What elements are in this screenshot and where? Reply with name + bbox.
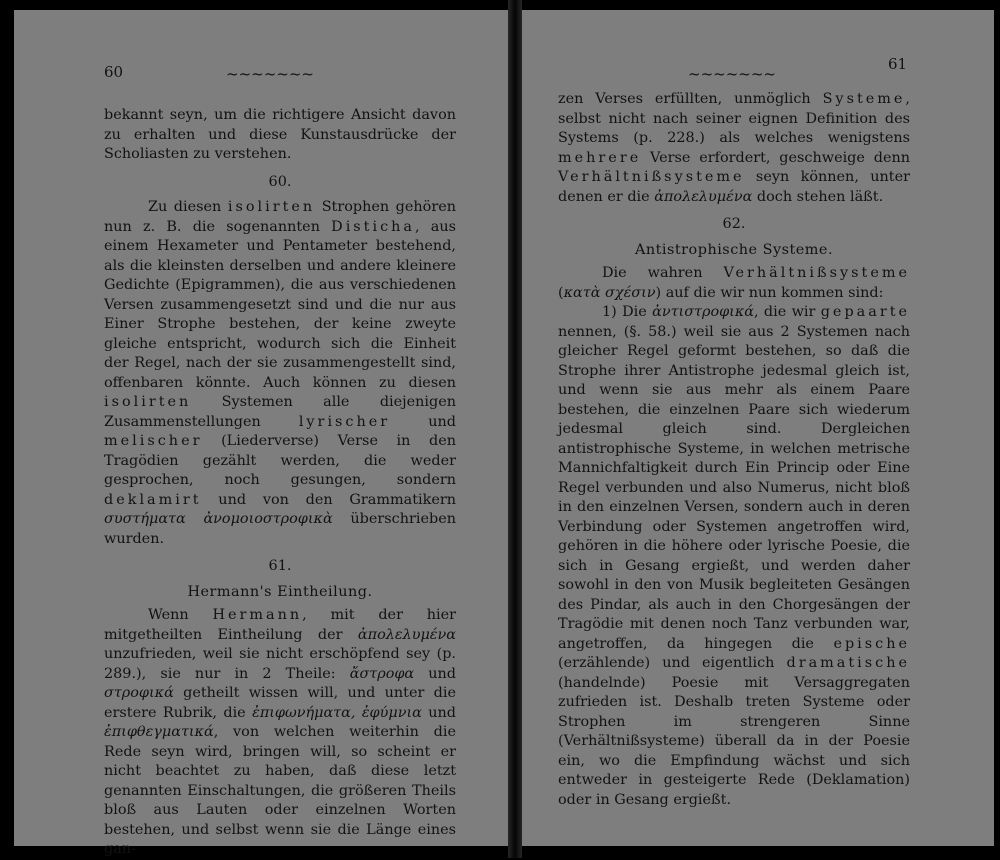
right-header-ornament: ~~~~~~~ [688,65,776,83]
right-carry-paragraph: zen Verses erfüllten, unmöglich Systeme, selbst nicht nach seiner eignen Definition des Systems (p. 228.) als welches wenigstens mehrere Verse erfordert, geschweige denn Verhältnißsysteme seyn können, unter denen er die ἀπολελυμένα doch stehen läßt. [558,91,910,205]
section-62-paragraph-2: 1) Die ἀντιστροφικά, die wir gepaarte nennen, (§. 58.) weil sie aus 2 Systemen nach gleicher Regel geformt bestehen, so daß die Strophe ihrer Antistrophe jedesmal gleich ist, und wenn sie aus mehr als einem Paare bestehen, die einzelnen Paare sich wiederum jedesmal gleich sind. Dergleichen antistrophische Systeme, in welchen metrische Mannichfaltigkeit durch Ein Princip oder Eine Regel verbunden und also Numerus, nicht bloß in den einzelnen Versen, sondern auch in deren Verbindung oder Systemen angetroffen wird, gehören in die höhere oder lyrische Poesie, die sich in Gesang ergießt, und werden daher sowohl in den von Musik begleiteten Gesängen des Pindar, als auch in den Chorgesängen der Tragödie mit denen noch Tanz verbunden war, angetroffen, da hingegen die epische (erzählende) und eigentlich dramatische (handelnde) Poesie mit Versaggregaten zufrieden ist. Deshalb treten Systeme oder Strophen im strengeren Sinne (Verhältnißsysteme) überall da in der Poesie ein, wo die Empfindung wächst und sich entweder in gesteigerte Rede (Deklamation) oder in Gesang ergießt. [558,304,910,808]
left-carry-paragraph: bekannt seyn, um die richtigere Ansicht davon zu erhalten und diese Kunstausdrücke der Scholiasten zu verstehen. [104,107,456,162]
section-61-number: 61. [268,558,292,574]
left-page-number: 60 [104,63,124,81]
section-62-heading: Antistrophische Systeme. [634,241,834,258]
left-header-ornament: ~~~~~~~ [226,65,314,83]
section-62-number: 62. [722,216,746,232]
section-61-paragraph: Wenn Hermann, mit der hier mitgetheilten Eintheilung der ἀπολελυμένα unzufrieden, weil sie nicht erschöpfend sey (p. 289.), sie nur in 2 Theile: ἄστροφα und στροφικά getheilt wissen will, und unter die erstere Rubrik, die ἐπιφωνήματα, ἐφύμνια und ἐπιφθεγματικά, von welchen weiterhin die Rede seyn wird, bringen will, so scheint er nicht beachtet zu haben, daß diese letzt genannten Einschaltungen, die größeren Theils bloß aus Lauten oder einzelnen Worten bestehen, und selbst wenn sie die Länge eines gan- [104,607,457,857]
section-60-paragraph: Zu diesen isolirten Strophen gehören nun z. B. die sogenannten Disticha, aus einem Hexameter und Pentameter bestehend, als die kleinsten derselben und andere kleinere Gedichte (Epigrammen), die aus verschiedenen Versen zusammengesetzt sind und die nur aus Einer Strophe bestehen, der keine zweyte gleiche entspricht, wodurch sich die Einheit der Regel, nach der sie zusammengestellt sind, offenbaren könnte. Auch können zu diesen isolirten Systemen alle diejenigen Zusammenstellungen lyrischer und melischer (Liederverse) Verse in den Tragödien gezählt werden, die weder gesprochen, noch gesungen, sondern deklamirt und von den Grammatikern συστήματα ἀνομοιοστροφικὰ überschrieben wurden. [104,199,456,547]
section-62-paragraph-1: Die wahren Verhältnißsysteme (κατὰ σχέσιν) auf die wir nun kommen sind: [558,265,910,301]
left-page-text [104,106,456,860]
section-60-number: 60. [268,173,292,190]
section-61-heading: Hermann's Eintheilung. [187,583,373,600]
right-page-text [558,90,910,810]
book-gutter [508,0,522,858]
right-page-number: 61 [888,55,908,73]
